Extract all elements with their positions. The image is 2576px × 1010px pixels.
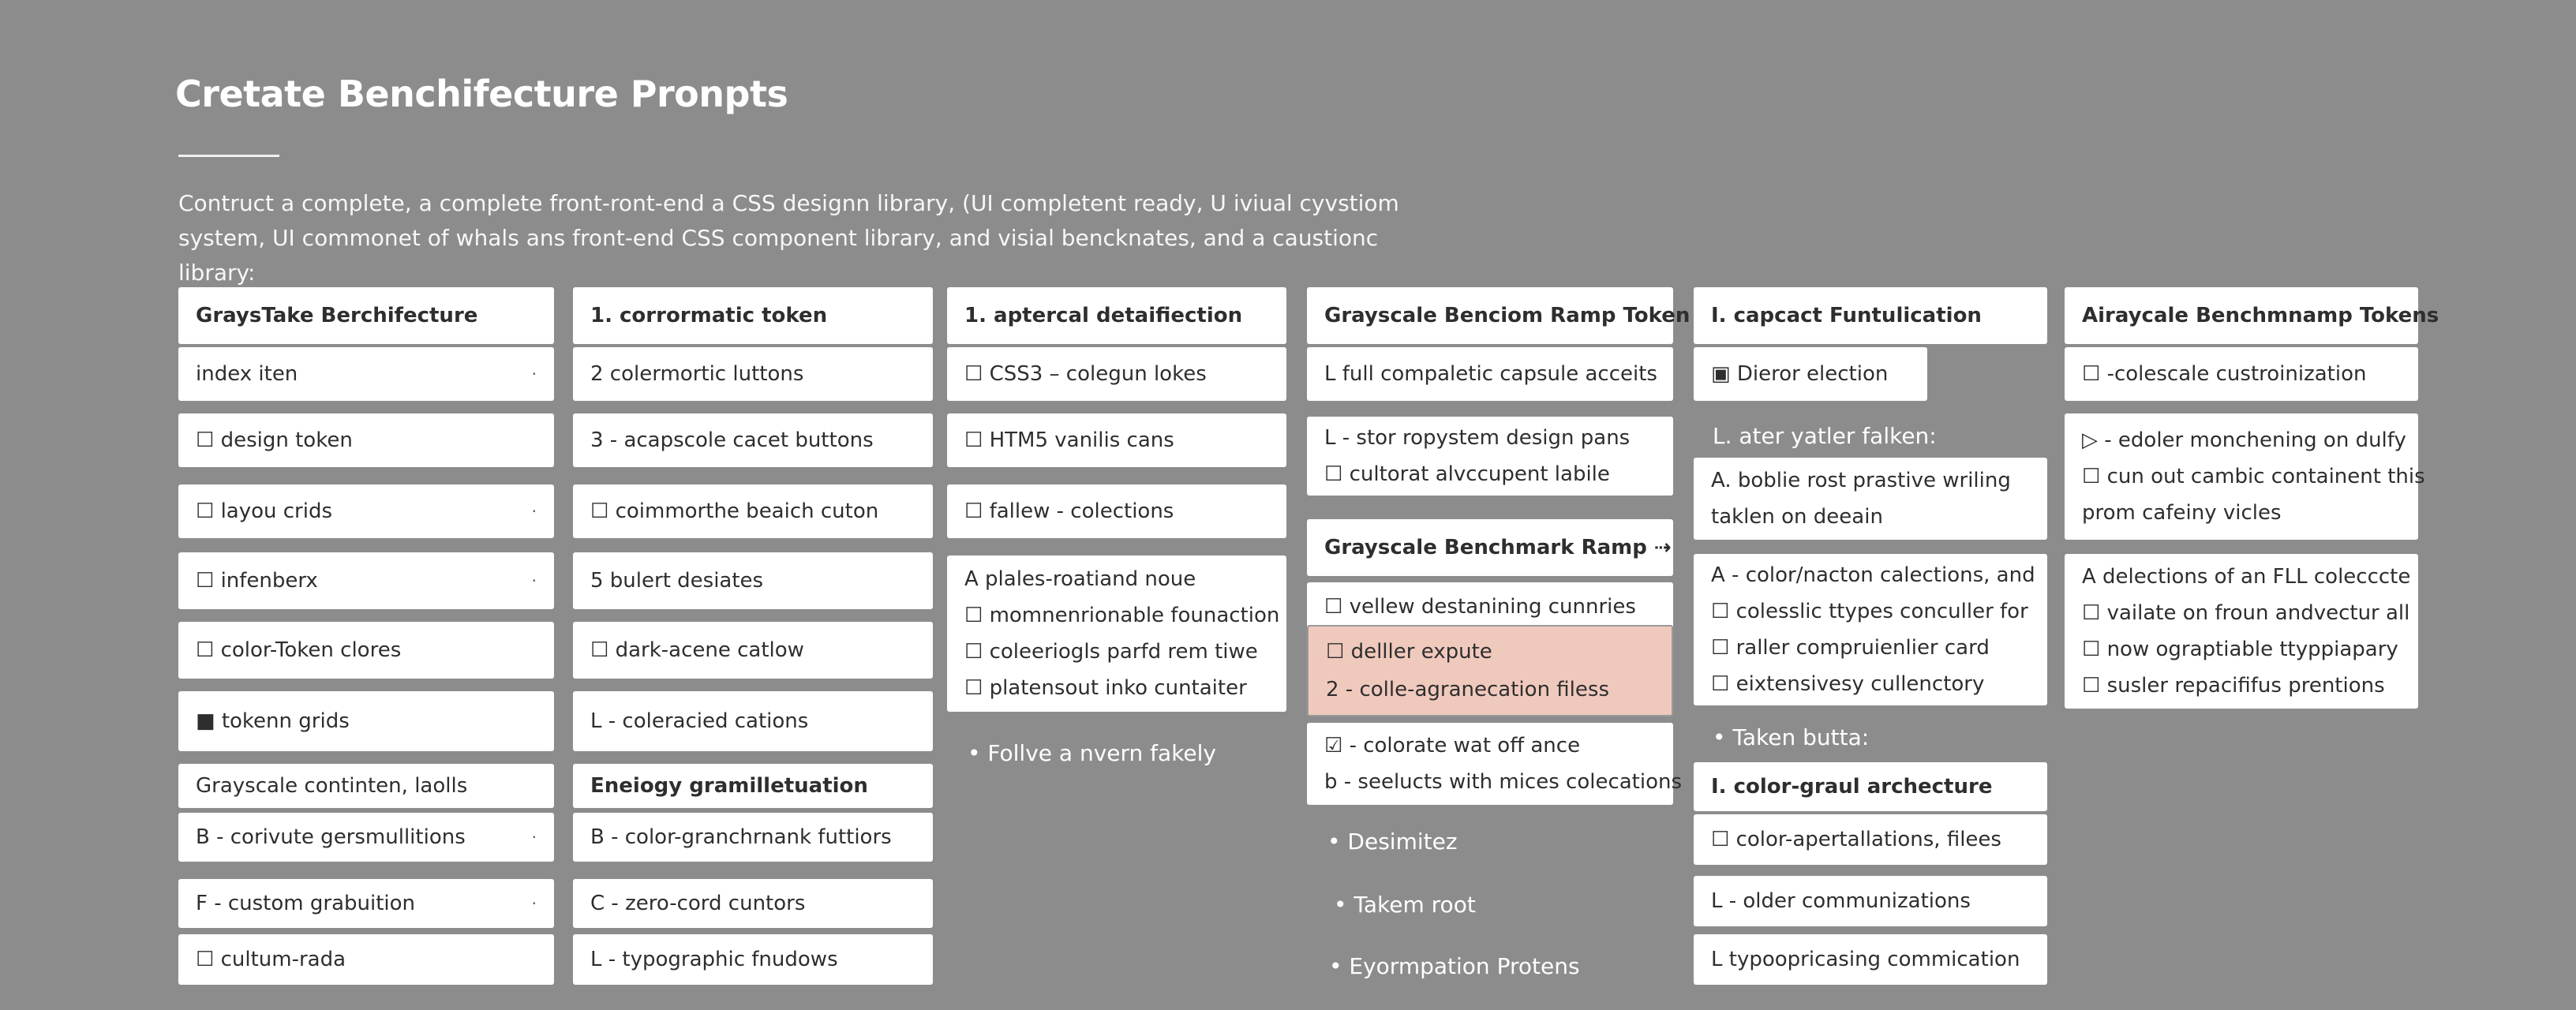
card-line-text: A - color/nacton calections, and bbox=[1711, 563, 2035, 587]
card-line bbox=[1324, 728, 1656, 764]
card-line bbox=[2082, 297, 2439, 334]
card-line bbox=[1324, 529, 1672, 566]
card-line-text: C - zero-cord cuntors bbox=[590, 892, 806, 915]
card-line bbox=[964, 356, 1269, 392]
card-line-text: ☐ coimmorthe beaich cuton bbox=[590, 499, 879, 523]
card-line bbox=[964, 670, 1269, 706]
card-line bbox=[1326, 671, 1654, 709]
more-dot-icon[interactable]: · bbox=[531, 894, 537, 913]
card-line-text: ☑ - colorate wat off ance bbox=[1324, 734, 1581, 758]
card-line-text: L - stor ropystem design pans bbox=[1324, 426, 1631, 450]
card-3-4[interactable] bbox=[947, 484, 1286, 538]
card-line bbox=[196, 422, 537, 458]
card-line-text: ☐ raller compruienlier card bbox=[1711, 636, 1990, 660]
card-3-5[interactable] bbox=[947, 556, 1286, 712]
card-line bbox=[2082, 495, 2401, 531]
card-line bbox=[590, 819, 915, 855]
card-2-1[interactable] bbox=[573, 287, 933, 344]
card-1-3[interactable] bbox=[178, 413, 554, 467]
card-line bbox=[1326, 633, 1654, 671]
card-line bbox=[964, 561, 1269, 597]
card-line bbox=[1711, 499, 2030, 535]
card-line-text: ☐ susler repacififus prentions bbox=[2082, 674, 2385, 698]
card-4-2[interactable] bbox=[1307, 347, 1673, 401]
card-2-10[interactable] bbox=[573, 879, 933, 928]
card-5-5[interactable] bbox=[1694, 762, 2047, 811]
card-5-1[interactable] bbox=[1694, 287, 2047, 344]
card-line-text: ▷ - edoler monchening on dulfy bbox=[2082, 428, 2406, 452]
card-line-text: A delections of an FLL colecccte bbox=[2082, 565, 2411, 589]
card-line bbox=[964, 422, 1269, 458]
card-line-text: ☐ coleeriogls parfd rem tiwe bbox=[964, 640, 1258, 664]
card-2-2[interactable] bbox=[573, 347, 933, 401]
card-line-text: ☐ CSS3 – colegun lokes bbox=[964, 362, 1207, 386]
floating-label: L. ater yatler falken: bbox=[1713, 423, 1937, 449]
card-line bbox=[1324, 297, 1690, 334]
card-line bbox=[1324, 764, 1683, 800]
card-1-8[interactable] bbox=[178, 764, 554, 808]
card-line bbox=[196, 297, 537, 334]
card-line bbox=[590, 768, 915, 804]
card-line-text: ☐ color-Token clores bbox=[196, 638, 402, 662]
card-line bbox=[2082, 595, 2410, 631]
card-line bbox=[964, 634, 1269, 670]
card-line-text: ☐ vellew destanining cunnries bbox=[1324, 595, 1636, 619]
floating-label: • Taken butta: bbox=[1713, 724, 1870, 750]
card-1-11[interactable] bbox=[178, 934, 554, 985]
page-title: Cretate Benchifecture Pronpts bbox=[175, 73, 788, 115]
card-line-text: ☐ now ograptiable ttyppiapary bbox=[2082, 638, 2398, 661]
card-line-text: index iten bbox=[196, 362, 298, 386]
card-1-10[interactable] bbox=[178, 879, 554, 928]
card-4-1[interactable] bbox=[1307, 287, 1690, 344]
card-6-4[interactable] bbox=[2065, 554, 2418, 709]
card-line-text: A plales-roatiand noue bbox=[964, 567, 1196, 591]
card-2-5[interactable] bbox=[573, 552, 933, 609]
card-2-9[interactable] bbox=[573, 813, 933, 862]
more-dot-icon[interactable]: · bbox=[531, 502, 537, 521]
card-1-4[interactable] bbox=[178, 484, 554, 538]
card-6-2[interactable] bbox=[2065, 347, 2418, 401]
floating-label: • Eyormpation Protens bbox=[1329, 953, 1580, 979]
card-line bbox=[196, 632, 537, 668]
card-5-2[interactable] bbox=[1694, 347, 1927, 401]
card-line bbox=[1324, 356, 1656, 392]
card-5-6[interactable] bbox=[1694, 814, 2047, 865]
card-4-7[interactable] bbox=[1307, 723, 1683, 805]
card-line-text: 2 - colle-agranecation filess bbox=[1326, 678, 1609, 701]
card-line-text: ☐ layou crids bbox=[196, 499, 333, 523]
card-line-text: Grayscale Benchmark Ramp ⇢ bbox=[1324, 536, 1672, 559]
card-line-text: L - typographic fnudows bbox=[590, 948, 838, 971]
card-line-text: ☐ HTM5 vanilis cans bbox=[964, 428, 1174, 452]
card-line-text: ☐ eixtensivesy cullenctory bbox=[1711, 672, 1985, 696]
card-line-text: GraysTake Berchifecture bbox=[196, 304, 478, 327]
card-line-text: 2 colermortic luttons bbox=[590, 362, 804, 386]
card-line bbox=[590, 703, 915, 739]
card-line-text: ☐ cultorat alvccupent labile bbox=[1324, 462, 1610, 486]
card-line bbox=[1711, 883, 2030, 919]
card-line bbox=[590, 632, 915, 668]
card-4-6[interactable] bbox=[1307, 625, 1673, 716]
card-1-7[interactable] bbox=[178, 691, 554, 751]
card-line-text: 5 bulert desiates bbox=[590, 569, 764, 593]
card-line bbox=[590, 493, 915, 529]
card-line bbox=[964, 493, 1269, 529]
card-line-text: ☐ color-apertallations, filees bbox=[1711, 828, 2001, 851]
card-line-text: ☐ design token bbox=[196, 428, 353, 452]
card-line-text: ☐ -colescale custroinization bbox=[2082, 362, 2367, 386]
card-line-text: ☐ cun out cambic containent this bbox=[2082, 465, 2425, 488]
card-line bbox=[1711, 462, 2030, 499]
card-2-3[interactable] bbox=[573, 413, 933, 467]
card-6-1[interactable] bbox=[2065, 287, 2439, 344]
card-6-3[interactable] bbox=[2065, 413, 2425, 540]
card-line-text: ▣ Dieror election bbox=[1711, 362, 1889, 386]
card-line-text: A. boblie rost prastive wriling bbox=[1711, 469, 2011, 492]
card-line-text: ☐ colesslic ttypes conculler for bbox=[1711, 600, 2028, 623]
card-line bbox=[1711, 593, 2030, 630]
card-line-text: ■ tokenn grids bbox=[196, 709, 350, 733]
card-line-text: L - coleracied cations bbox=[590, 709, 809, 733]
card-2-6[interactable] bbox=[573, 622, 933, 679]
card-line bbox=[590, 422, 915, 458]
card-line bbox=[196, 356, 537, 392]
card-line bbox=[2082, 559, 2411, 595]
card-line bbox=[2082, 458, 2425, 495]
card-line bbox=[590, 941, 915, 978]
card-5-7[interactable] bbox=[1694, 876, 2047, 926]
card-line-text: ☐ platensout inko cuntaiter bbox=[964, 676, 1247, 700]
card-4-5[interactable] bbox=[1307, 582, 1673, 631]
floating-label: • Desimitez bbox=[1327, 829, 1458, 855]
card-line-text: I. color-graul archecture bbox=[1711, 775, 1993, 799]
card-line bbox=[1711, 666, 2030, 702]
card-line bbox=[1711, 356, 1910, 392]
card-line bbox=[1711, 769, 2030, 805]
card-line-text: 1. corrormatic token bbox=[590, 304, 828, 327]
card-line bbox=[1711, 297, 2030, 334]
card-line-text: b - seelucts with mices colecations bbox=[1324, 770, 1683, 794]
card-line bbox=[196, 941, 537, 978]
card-line bbox=[196, 768, 537, 804]
card-line-text: ☐ fallew - colections bbox=[964, 499, 1174, 523]
card-line bbox=[590, 297, 915, 334]
card-1-5[interactable] bbox=[178, 552, 554, 609]
card-2-7[interactable] bbox=[573, 691, 933, 751]
card-line bbox=[196, 703, 537, 739]
more-dot-icon[interactable]: · bbox=[531, 571, 537, 590]
card-line-text: 3 - acapscole cacet buttons bbox=[590, 428, 874, 452]
card-line-text: Eneiogy gramilletuation bbox=[590, 774, 868, 798]
card-3-2[interactable] bbox=[947, 347, 1286, 401]
card-line bbox=[196, 819, 537, 855]
card-line bbox=[1324, 589, 1656, 625]
card-line-text: B - corivute gersmullitions bbox=[196, 825, 466, 849]
card-line bbox=[1711, 941, 2030, 978]
card-line-text: B - color-granchrnank futtiors bbox=[590, 825, 892, 849]
card-line-text: Airaycale Benchmnamp Tokens bbox=[2082, 304, 2439, 327]
card-line-text: 1. aptercal detaifiection bbox=[964, 304, 1243, 327]
card-line bbox=[964, 297, 1269, 334]
card-1-9[interactable] bbox=[178, 813, 554, 862]
more-dot-icon[interactable]: · bbox=[531, 365, 537, 383]
card-5-3[interactable] bbox=[1694, 458, 2047, 540]
card-line bbox=[1711, 557, 2035, 593]
more-dot-icon[interactable]: · bbox=[531, 828, 537, 847]
card-line bbox=[2082, 422, 2406, 458]
card-line-text: ☐ vailate on froun andvectur all bbox=[2082, 601, 2410, 625]
card-line-text: ☐ delller expute bbox=[1326, 640, 1492, 664]
card-2-11[interactable] bbox=[573, 934, 933, 985]
card-line-text: F - custom grabuition bbox=[196, 892, 416, 915]
intro-paragraph: Contruct a complete, a complete front-ront-end a CSS designn library, (UI completent ready, U iviual cyvstiom system, UI commonet of whals ans front-end CSS component library, and visial bencknates, and a caustionc library: bbox=[178, 190, 1399, 286]
card-line-text: prom cafeiny vicles bbox=[2082, 501, 2282, 525]
card-line bbox=[1711, 821, 2030, 858]
card-4-3[interactable] bbox=[1307, 417, 1673, 496]
card-line bbox=[1711, 630, 2030, 666]
card-line-text: ☐ cultum-rada bbox=[196, 948, 346, 971]
card-2-8[interactable] bbox=[573, 764, 933, 808]
card-line-text: Grayscale continten, laolls bbox=[196, 774, 468, 798]
floating-label: • Takem root bbox=[1334, 892, 1476, 918]
card-line bbox=[1324, 456, 1656, 492]
card-line bbox=[2082, 356, 2401, 392]
card-4-4[interactable] bbox=[1307, 519, 1673, 576]
card-line bbox=[2082, 631, 2401, 668]
card-line bbox=[964, 597, 1280, 634]
card-line bbox=[196, 493, 537, 529]
card-line bbox=[2082, 668, 2401, 704]
card-line-text: ☐ infenberx bbox=[196, 569, 318, 593]
card-line-text: ☐ momnenrionable founaction bbox=[964, 604, 1280, 627]
card-1-2[interactable] bbox=[178, 347, 554, 401]
card-3-1[interactable] bbox=[947, 287, 1286, 344]
card-line bbox=[590, 885, 915, 922]
card-line bbox=[196, 885, 537, 922]
card-line bbox=[1324, 420, 1656, 456]
card-1-1[interactable] bbox=[178, 287, 554, 344]
card-2-4[interactable] bbox=[573, 484, 933, 538]
card-line-text: ☐ dark-acene catlow bbox=[590, 638, 804, 662]
floating-label: • Follve a nvern fakely bbox=[968, 740, 1216, 766]
card-line-text: L - older communizations bbox=[1711, 889, 1971, 913]
card-line-text: L typoopricasing commication bbox=[1711, 948, 2020, 971]
card-1-6[interactable] bbox=[178, 622, 554, 679]
card-5-8[interactable] bbox=[1694, 934, 2047, 985]
card-line bbox=[590, 563, 915, 599]
card-line-text: I. capcact Funtulication bbox=[1711, 304, 1982, 327]
card-5-4[interactable] bbox=[1694, 554, 2047, 705]
card-line bbox=[196, 563, 537, 599]
card-line-text: L full compaletic capsule acceits bbox=[1324, 362, 1657, 386]
card-line-text: taklen on deeain bbox=[1711, 505, 1883, 529]
card-line bbox=[590, 356, 915, 392]
card-3-3[interactable] bbox=[947, 413, 1286, 467]
card-line-text: Grayscale Benciom Ramp Token bbox=[1324, 304, 1690, 327]
title-divider bbox=[178, 155, 279, 157]
